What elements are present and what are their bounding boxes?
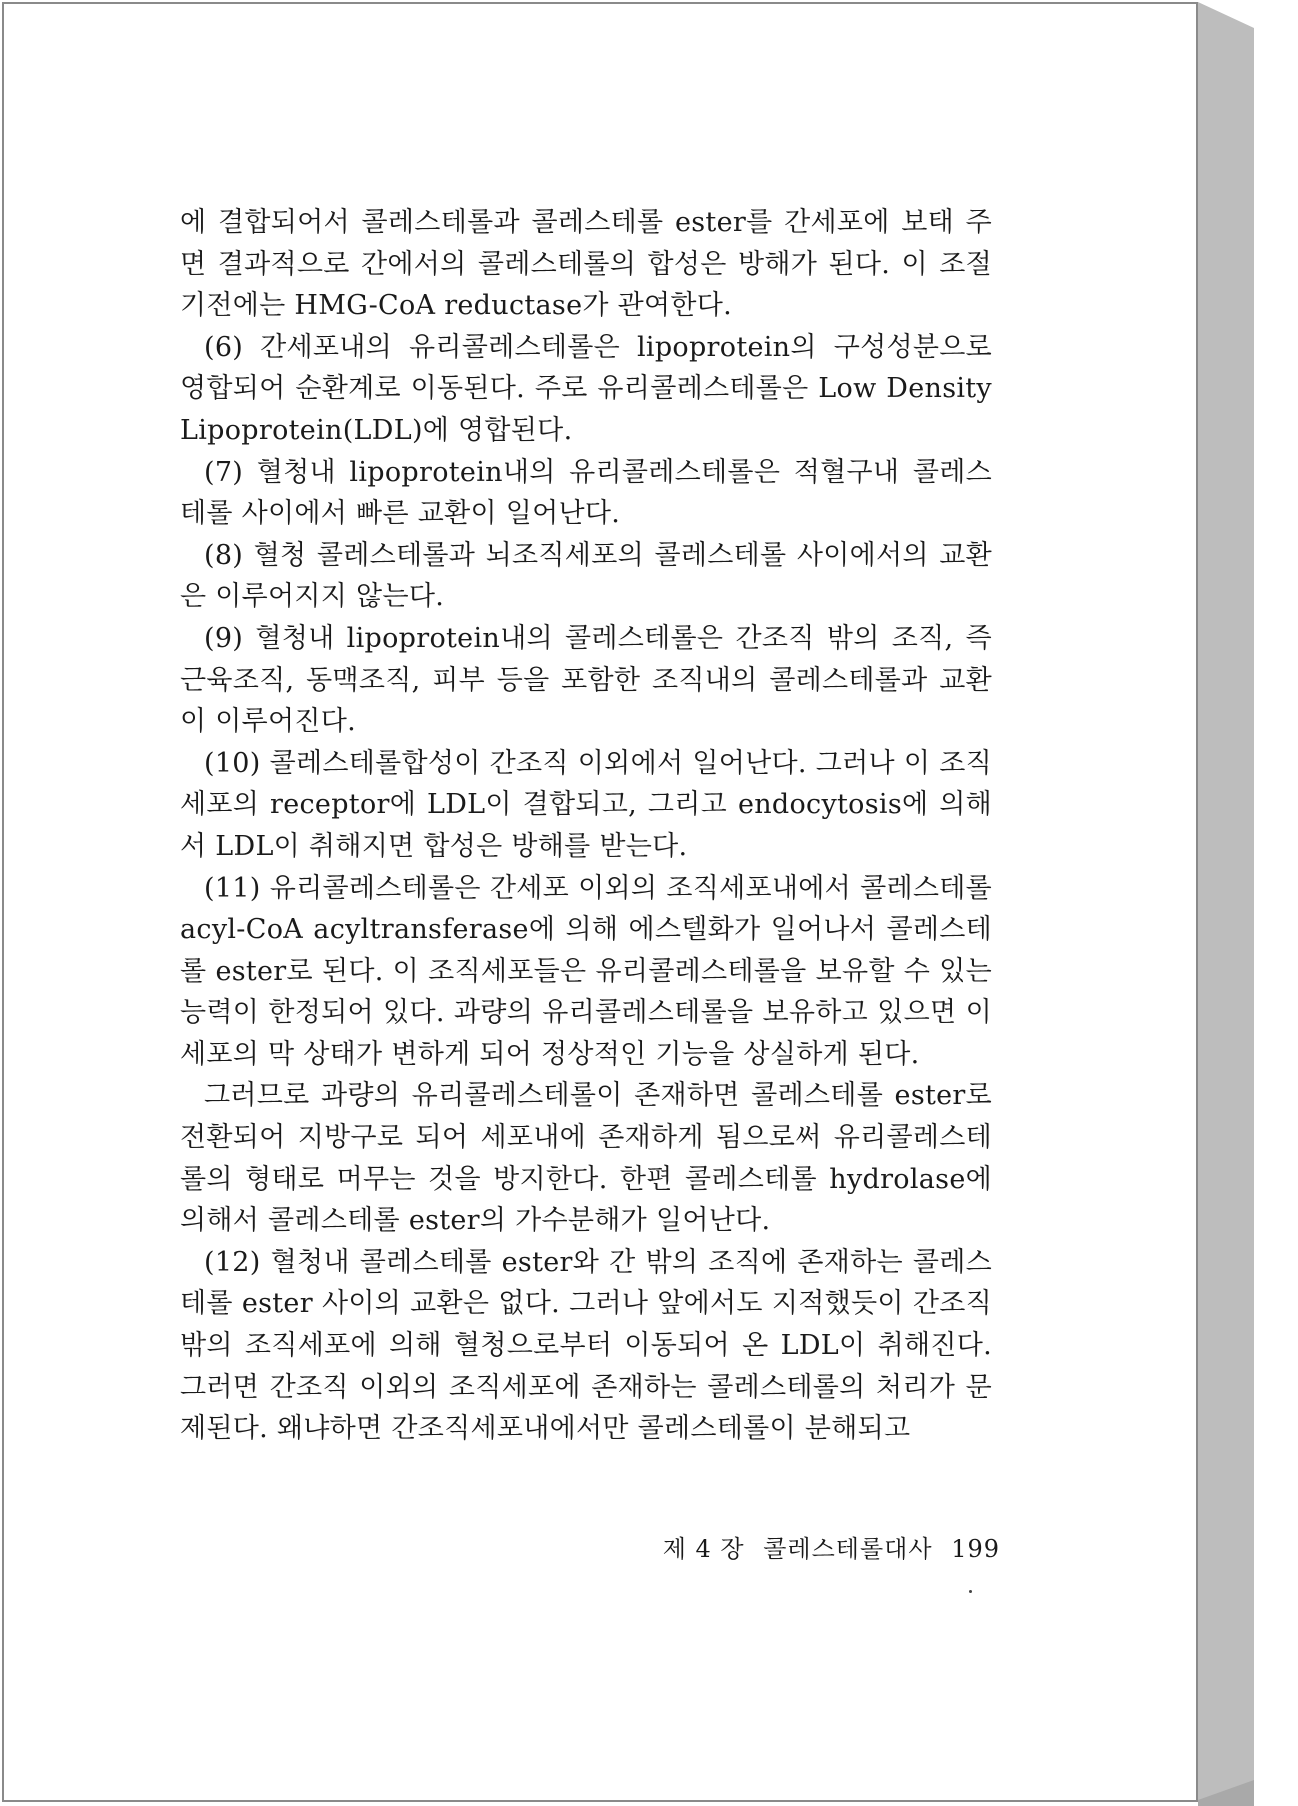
paragraph-10: (10) 콜레스테롤합성이 간조직 이외에서 일어난다. 그러나 이 조직세포의 receptor에 LDL이 결합되고, 그리고 endocytosis에 의해서 LDL이 취해지면 합성은 방해를 받는다. xyxy=(180,747,992,862)
paragraph-11: (11) 유리콜레스테롤은 간세포 이외의 조직세포내에서 콜레스테롤 acyl-CoA acyltransferase에 의해 에스텔화가 일어나서 콜레스테롤 ester로 된다. 이 조직세포들은 유리콜레스테롤을 보유할 수 있는 능력이 한정되어 있다. 과량의 유리콜레스테롤을 보유하고 있으면 이 세포의 막 상태가 변하게 되어 정상적인 기능을 상실하게 된다. xyxy=(180,872,992,1070)
paragraph-9: (9) 혈청내 lipoprotein내의 콜레스테롤은 간조직 밖의 조직, 즉 근육조직, 동맥조직, 피부 등을 포함한 조직내의 콜레스테롤과 교환이 이루어진다. xyxy=(180,622,992,738)
paragraph-1: 에 결합되어서 콜레스테롤과 콜레스테롤 ester를 간세포에 보태 주면 결과적으로 간에서의 콜레스테롤의 합성은 방해가 된다. 이 조절기전에는 HMG-CoA reductase가 관여한다. xyxy=(180,207,992,322)
print-speck xyxy=(969,1590,972,1593)
page-number: 199 xyxy=(951,1535,1000,1563)
body-text xyxy=(180,202,992,1450)
paragraph-7: (7) 혈청내 lipoprotein내의 유리콜레스테롤은 적혈구내 콜레스테롤 사이에서 빠른 교환이 일어난다. xyxy=(180,456,992,530)
paragraph-8: (8) 혈청 콜레스테롤과 뇌조직세포의 콜레스테롤 사이에서의 교환은 이루어지지 않는다. xyxy=(180,539,992,613)
page-footer xyxy=(650,1529,1000,1564)
chapter-title: 콜레스테롤대사 xyxy=(763,1535,933,1563)
chapter-label: 제 4 장 xyxy=(662,1535,745,1563)
paragraph-6: (6) 간세포내의 유리콜레스테롤은 lipoprotein의 구성성분으로 영합되어 순환계로 이동된다. 주로 유리콜레스테롤은 Low Density Lipoprotein(LDL)에 영합된다. xyxy=(180,331,992,446)
paragraph-11-continued: 그러므로 과량의 유리콜레스테롤이 존재하면 콜레스테롤 ester로 전환되어 지방구로 되어 세포내에 존재하게 됨으로써 유리콜레스테롤의 형태로 머무는 것을 방지한다. 한편 콜레스테롤 hydrolase에 의해서 콜레스테롤 ester의 가수분해가 일어난다. xyxy=(180,1080,992,1237)
paragraph-12: (12) 혈청내 콜레스테롤 ester와 간 밖의 조직에 존재하는 콜레스테롤 ester 사이의 교환은 없다. 그러나 앞에서도 지적했듯이 간조직 밖의 조직세포에 의해 혈청으로부터 이동되어 온 LDL이 취해진다. 그러면 간조직 이외의 조직세포에 존재하는 콜레스테롤의 처리가 문제된다. 왜냐하면 간조직세포내에서만 콜레스테롤이 분해되고 xyxy=(180,1246,992,1445)
